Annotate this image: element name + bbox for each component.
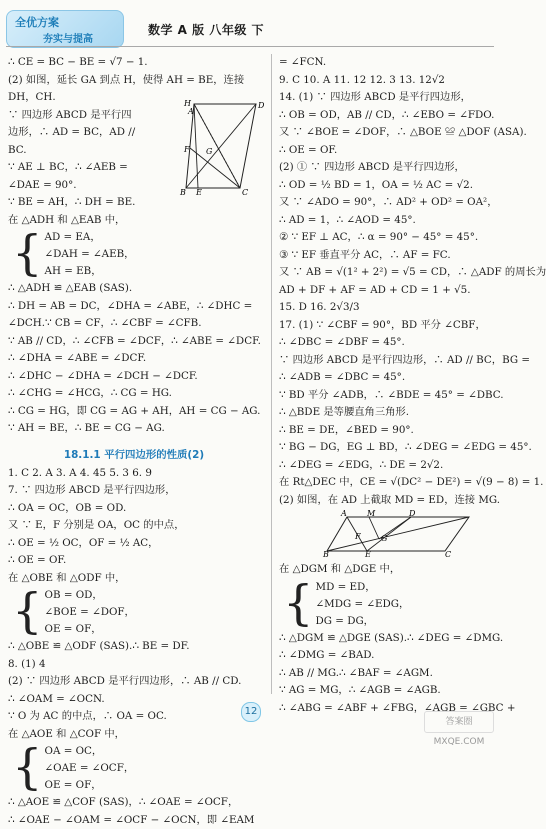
figure-label: B bbox=[179, 188, 186, 197]
text-line: (2) 如图，在 AD 上截取 MD = ED，连接 MG. bbox=[279, 492, 492, 510]
text-line: 在 △ADH 和 △EAB 中， bbox=[8, 212, 178, 230]
text-line: ∴ ∠DMG = ∠BAD. bbox=[279, 647, 492, 665]
figure-label: F bbox=[354, 532, 361, 541]
text-line: 边形，∴ AD = BC，AD // bbox=[8, 124, 178, 142]
text-line: ∴ ∠OAE − ∠OAM = ∠OCF − ∠OCN，即 ∠EAM bbox=[8, 812, 260, 829]
text-line: ∴ △OBE ≌ △ODF (SAS).∴ BE = DF. bbox=[8, 638, 260, 656]
text-line: ∴ ∠DHA = ∠ABE = ∠DCF. bbox=[8, 350, 260, 368]
page-header bbox=[0, 0, 500, 56]
text-line: (2) 如图，延长 GA 到点 H，使得 AH = BE，连接 bbox=[8, 72, 178, 90]
header-divider bbox=[6, 46, 494, 47]
figure-label: G bbox=[381, 534, 388, 543]
watermark: 答案圈 MXQE.COM bbox=[424, 711, 494, 733]
text-line: ∴ AD = 1，∴ ∠AOD = 45°. bbox=[279, 212, 492, 230]
page-number: 12 bbox=[241, 702, 261, 722]
text-line: ∴ ∠DHC − ∠DHA = ∠DCH − ∠DCF. bbox=[8, 368, 260, 386]
text-line: 9. C 10. A 11. 12 12. 3 13. 12√2 bbox=[279, 72, 492, 90]
series-logo bbox=[6, 10, 124, 48]
text-line: ∴ △ADH ≌ △EAB (SAS). bbox=[8, 280, 260, 298]
text-line: ∴ BE = DE，∠BED = 90°. bbox=[279, 422, 492, 440]
equation-line: OB = OD， bbox=[45, 587, 135, 604]
text-line: ∴ OE = OF. bbox=[8, 552, 260, 570]
figure-label: G bbox=[206, 147, 213, 156]
equation-line: OE = OF， bbox=[45, 777, 135, 794]
text-line: ∴ ∠ABG = ∠ABF + ∠FBG，∠AGB = ∠GBC + bbox=[279, 700, 492, 718]
text-line: ∴ △AOE ≌ △COF (SAS)，∴ ∠OAE = ∠OCF， bbox=[8, 794, 260, 812]
equation-system-4: { MD = ED， ∠MDG = ∠EDG， DG = DG， bbox=[279, 579, 492, 630]
text-line: 又 ∵ E，F 分别是 OA，OC 的中点， bbox=[8, 517, 260, 535]
text-line: ③ ∵ EF 垂直平分 AC，∴ AF = FC. bbox=[279, 247, 492, 265]
text-line: 7. ∵ 四边形 ABCD 是平行四边形， bbox=[8, 482, 260, 500]
text-line: ∠DCH.∵ CB = CF，∴ ∠CBF = ∠CFB. bbox=[8, 315, 260, 333]
text-line: ∴ ∠CHG = ∠HCG，∴ CG = HG. bbox=[8, 385, 260, 403]
geometry-figure-2 bbox=[323, 511, 473, 557]
text-line: ∴ OB = OD，AB // CD，∴ ∠EBO = ∠FDO. bbox=[279, 107, 492, 125]
figure-label: H bbox=[183, 99, 192, 108]
text-line: ∵ AE ⊥ BC，∴ ∠AEB = bbox=[8, 159, 178, 177]
logo-line-1: 全优方案 bbox=[15, 14, 59, 30]
equation-system-1: { AD = EA， ∠DAH = ∠AEB， AH = EB， bbox=[8, 229, 260, 280]
text-line: AD + DF + AF = AD + CD = 1 + √5. bbox=[279, 282, 492, 300]
text-line: 14. (1) ∵ 四边形 ABCD 是平行四边形， bbox=[279, 89, 492, 107]
section-title: 18.1.1 平行四边形的性质(2) bbox=[8, 446, 260, 461]
figure-label: E bbox=[364, 550, 371, 559]
text-line: ∵ 四边形 ABCD 是平行四边形，∴ AD // BC，BG = bbox=[279, 352, 492, 370]
answer-line: 1. C 2. A 3. A 4. 45 5. 3 6. 9 bbox=[8, 465, 260, 483]
text-line: ∴ OD = ½ BD = 1，OA = ½ AC = √2. bbox=[279, 177, 492, 195]
text-line: (2) ∵ 四边形 ABCD 是平行四边形，∴ AB // CD. bbox=[8, 673, 260, 691]
equation-system-3: { OA = OC， ∠OAE = ∠OCF， OE = OF， bbox=[8, 743, 260, 794]
text-line: 在 △DGM 和 △DGE 中， bbox=[279, 561, 492, 579]
equation-system-2: { OB = OD， ∠BOE = ∠DOF， OE = OF， bbox=[8, 587, 260, 638]
text-line: ∴ △DGM ≌ △DGE (SAS).∴ ∠DEG = ∠DMG. bbox=[279, 630, 492, 648]
text-line: ∠DAE = 90°. bbox=[8, 177, 178, 195]
left-column bbox=[8, 54, 260, 829]
figure-label: C bbox=[445, 550, 451, 559]
text-line: ∴ CG = HG，即 CG = AG + AH，AH = CG − AG. bbox=[8, 403, 260, 421]
text-line: = ∠FCN. bbox=[279, 54, 492, 72]
equation-line: ∠DAH = ∠AEB， bbox=[45, 246, 135, 263]
text-line: ∵ BG − DG，EG ⊥ BD，∴ ∠DEG = ∠EDG = 45°. bbox=[279, 439, 492, 457]
text-line: ∴ DH = AB = DC，∠DHA = ∠ABE，∴ ∠DHC = bbox=[8, 298, 260, 316]
text-line: 15. D 16. 2√3/3 bbox=[279, 299, 492, 317]
equation-line: OA = OC， bbox=[45, 743, 135, 760]
text-line: ∵ 四边形 ABCD 是平行四 bbox=[8, 107, 178, 125]
text-line: ∴ ∠DEG = ∠EDG，∴ DE = 2√2. bbox=[279, 457, 492, 475]
text-line: ∵ AB // CD，∴ ∠CFB = ∠DCF，∴ ∠ABE = ∠DCF. bbox=[8, 333, 260, 351]
equation-line: MD = ED， bbox=[316, 579, 410, 596]
figure-label: M bbox=[366, 509, 376, 518]
figure-label: D bbox=[257, 101, 265, 110]
text-line: 17. (1) ∵ ∠CBF = 90°，BD 平分 ∠CBF， bbox=[279, 317, 492, 335]
text-line: 在 Rt△DEC 中，CE = √(DC² − DE²) = √(9 − 8) = 1. bbox=[279, 474, 492, 492]
text-line: ∵ O 为 AC 的中点，∴ OA = OC. bbox=[8, 708, 260, 726]
text-line: ∵ AH = BE，∴ BE = CG − AG. bbox=[8, 420, 260, 438]
figure-label: A bbox=[187, 107, 194, 116]
text-line: ∴ AB // MG.∴ ∠BAF = ∠AGM. bbox=[279, 665, 492, 683]
page-title: 数学 A 版 八年级 下 bbox=[148, 21, 264, 38]
equation-line: AH = EB， bbox=[45, 263, 135, 280]
text-line: 在 △OBE 和 △ODF 中， bbox=[8, 570, 260, 588]
figure-label: C bbox=[242, 188, 248, 197]
text-line: DH，CH. bbox=[8, 89, 178, 107]
text-line: 又 ∵ ∠BOE = ∠DOF，∴ △BOE ≌ △DOF (ASA). bbox=[279, 124, 492, 142]
equation-line: ∠BOE = ∠DOF， bbox=[45, 604, 135, 621]
figure-label: F bbox=[183, 145, 190, 154]
text-line: 在 △AOE 和 △COF 中， bbox=[8, 726, 260, 744]
text-line: ∴ △BDE 是等腰直角三角形. bbox=[279, 404, 492, 422]
equation-line: DG = DG， bbox=[316, 613, 410, 630]
text-line: (2) ① ∵ 四边形 ABCD 是平行四边形， bbox=[279, 159, 492, 177]
text-line: ∵ BD 平分 ∠ADB，∴ ∠BDE = 45° = ∠DBC. bbox=[279, 387, 492, 405]
text-line: ∴ OA = OC，OB = OD. bbox=[8, 500, 260, 518]
figure-label: E bbox=[195, 188, 202, 197]
text-line: ∴ ∠ADB = ∠DBC = 45°. bbox=[279, 369, 492, 387]
column-divider bbox=[271, 54, 272, 694]
text-line: ∴ ∠OAM = ∠OCN. bbox=[8, 691, 260, 709]
equation-line: ∠OAE = ∠OCF， bbox=[45, 760, 135, 777]
geometry-figure-1 bbox=[178, 100, 268, 196]
equation-line: ∠MDG = ∠EDG， bbox=[316, 596, 410, 613]
right-column bbox=[279, 54, 492, 717]
text-line: BC. bbox=[8, 142, 178, 160]
figure-label: B bbox=[322, 550, 329, 559]
figure-label: D bbox=[408, 509, 416, 518]
text-line: ∵ BE = AH，∴ DH = BE. bbox=[8, 194, 178, 212]
text-line: 又 ∵ ∠ADO = 90°，∴ AD² + OD² = OA²， bbox=[279, 194, 492, 212]
equation-line: OE = OF， bbox=[45, 621, 135, 638]
text-line: ∴ CE = BC − BE = √7 − 1. bbox=[8, 54, 178, 72]
text-line: ∴ OE = ½ OC，OF = ½ AC， bbox=[8, 535, 260, 553]
equation-line: AD = EA， bbox=[45, 229, 135, 246]
logo-line-2: 夯实与提高 bbox=[43, 30, 93, 45]
figure-label: A bbox=[340, 509, 347, 518]
text-line: ∴ ∠DBC = ∠DBF = 45°. bbox=[279, 334, 492, 352]
text-line: ∵ AG = MG，∴ ∠AGB = ∠AGB. bbox=[279, 682, 492, 700]
text-line: 8. (1) 4 bbox=[8, 656, 260, 674]
text-line: ∴ OE = OF. bbox=[279, 142, 492, 160]
text-line: ② ∵ EF ⊥ AC，∴ α = 90° − 45° = 45°. bbox=[279, 229, 492, 247]
text-line: 又 ∵ AB = √(1² + 2²) = √5 = CD，∴ △ADF 的周长为 bbox=[279, 264, 492, 282]
